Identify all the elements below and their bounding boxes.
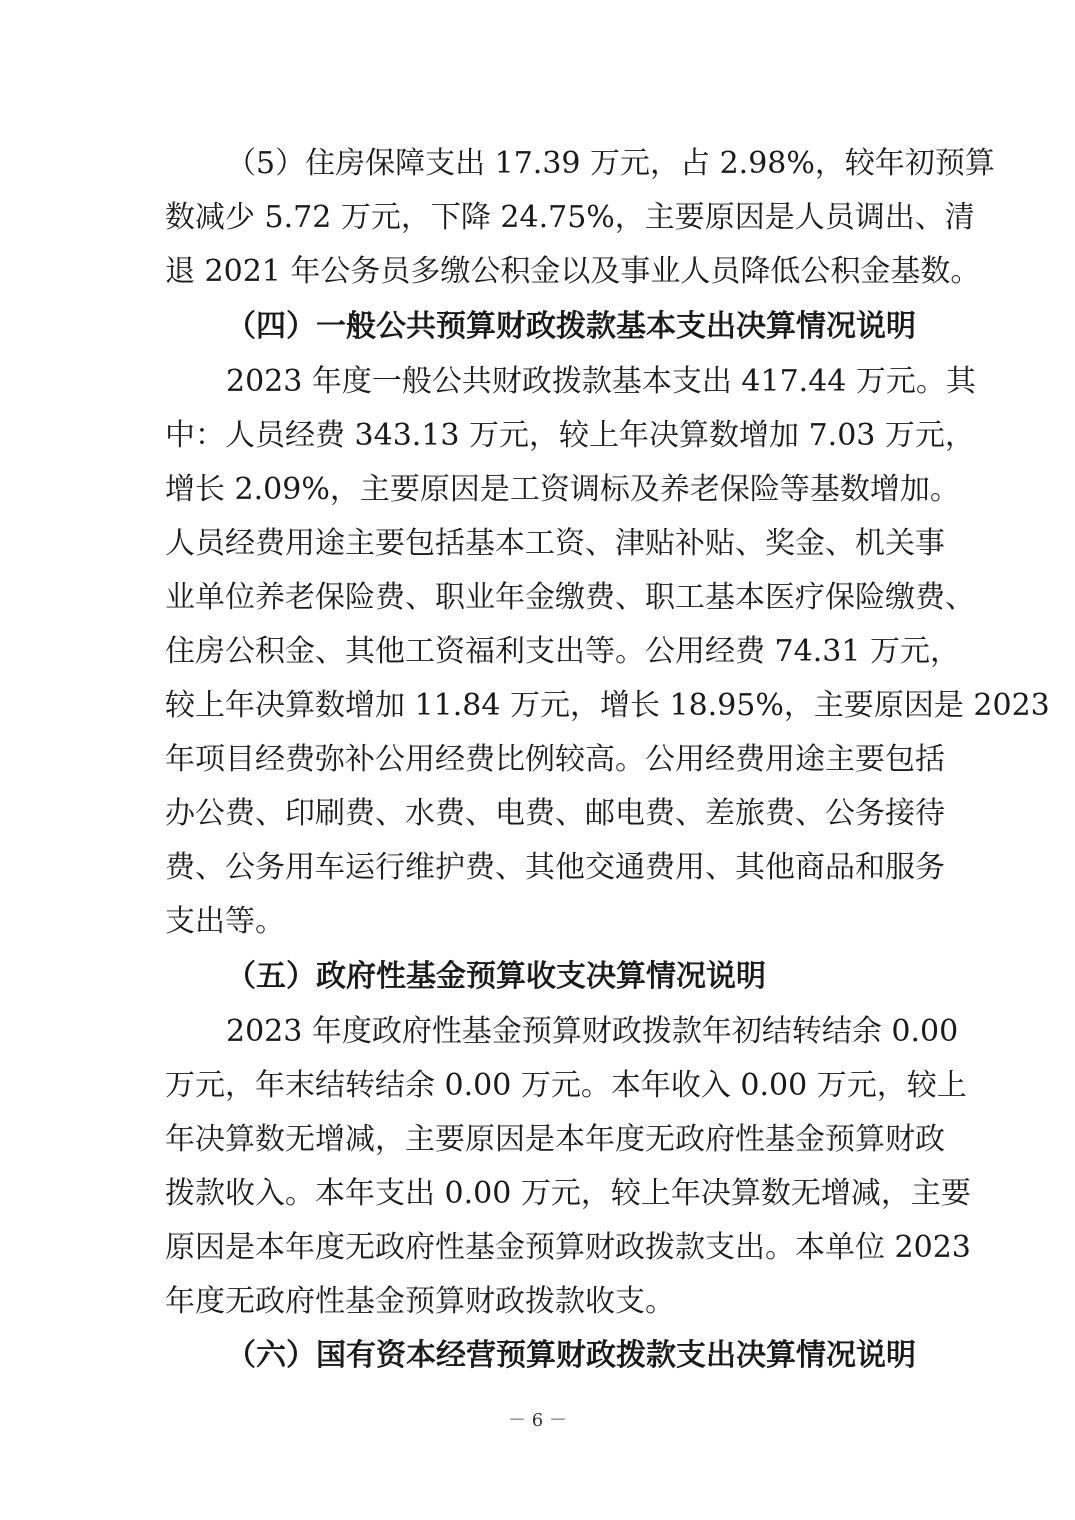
paragraph-line: 中：人员经费 343.13 万元，较上年决算数增加 7.03 万元，	[165, 418, 975, 453]
paragraph-line: 年决算数无增减，主要原因是本年度无政府性基金预算财政	[165, 1122, 945, 1157]
paragraph-line: 业单位养老保险费、职业年金缴费、职工基本医疗保险缴费、	[165, 580, 975, 615]
paragraph-line: 数减少 5.72 万元，下降 24.75%，主要原因是人员调出、清	[165, 200, 975, 235]
paragraph-line: 万元，年末结转结余 0.00 万元。本年收入 0.00 万元，较上	[165, 1068, 967, 1103]
paragraph-line: 较上年决算数增加 11.84 万元，增长 18.95%，主要原因是 2023	[165, 688, 1050, 723]
paragraph-line: 退 2021 年公务员多缴公积金以及事业人员降低公积金基数。	[165, 254, 981, 289]
paragraph-line: 办公费、印刷费、水费、电费、邮电费、差旅费、公务接待	[165, 796, 945, 831]
paragraph-line: 费、公务用车运行维护费、其他交通费用、其他商品和服务	[165, 850, 945, 885]
section-heading-6: （六）国有资本经营预算财政拨款支出决算情况说明	[226, 1338, 916, 1373]
section-heading-5: （五）政府性基金预算收支决算情况说明	[226, 959, 766, 994]
paragraph-line: 增长 2.09%，主要原因是工资调标及养老保险等基数增加。	[165, 472, 960, 507]
paragraph-line: 年项目经费弥补公用经费比例较高。公用经费用途主要包括	[165, 742, 945, 777]
paragraph-line: 2023 年度一般公共财政拨款基本支出 417.44 万元。其	[226, 364, 976, 399]
paragraph-line: 住房公积金、其他工资福利支出等。公用经费 74.31 万元，	[165, 634, 960, 669]
page-number: － 6 －	[508, 1410, 567, 1431]
paragraph-line: （5）住房保障支出 17.39 万元，占 2.98%，较年初预算	[226, 146, 995, 181]
paragraph-line: 2023 年度政府性基金预算财政拨款年初结转结余 0.00	[226, 1014, 959, 1049]
paragraph-line: 原因是本年度无政府性基金预算财政拨款支出。本单位 2023	[165, 1230, 971, 1265]
paragraph-line: 人员经费用途主要包括基本工资、津贴补贴、奖金、机关事	[165, 526, 945, 561]
paragraph-line: 年度无政府性基金预算财政拨款收支。	[165, 1284, 675, 1319]
section-heading-4: （四）一般公共预算财政拨款基本支出决算情况说明	[226, 309, 916, 344]
paragraph-line: 支出等。	[165, 904, 285, 939]
paragraph-line: 拨款收入。本年支出 0.00 万元，较上年决算数无增减，主要	[165, 1176, 971, 1211]
